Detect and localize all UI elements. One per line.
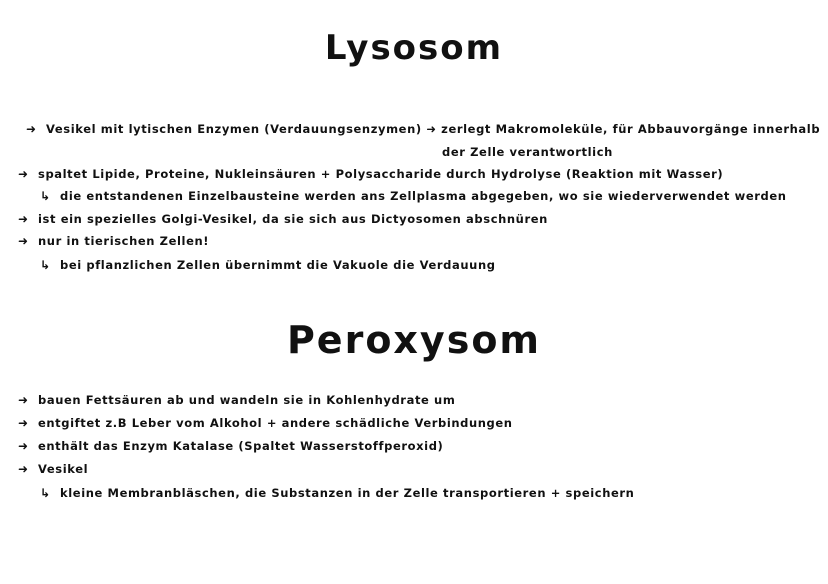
line-text: Vesikel mit lytischen Enzymen (Verdauungsenzymen) ➜ zerlegt Makromoleküle, für Abbauvorgänge innerhalb [46, 122, 821, 136]
lysosom-line-5 [18, 212, 548, 226]
line-text: die entstandenen Einzelbausteine werden ans Zellplasma abgegeben, wo sie wiederverwendet werden [60, 189, 787, 203]
arrow-icon: ➜ [18, 234, 29, 248]
line-text: nur in tierischen Zellen! [38, 234, 210, 248]
arrow-icon: ➜ [18, 416, 29, 430]
arrow-icon: ➜ [18, 393, 29, 407]
section-title-lysosom: Lysosom [324, 28, 504, 68]
sub-arrow-icon: ↳ [40, 486, 51, 500]
arrow-icon: ➜ [18, 439, 29, 453]
arrow-icon: ➜ [18, 212, 29, 226]
peroxysom-line-1 [18, 393, 455, 407]
line-text: Vesikel [38, 462, 89, 476]
peroxysom-line-5 [40, 486, 634, 500]
lysosom-line-4 [40, 189, 787, 203]
arrow-icon: ➜ [26, 122, 37, 136]
line-text: enthält das Enzym Katalase (Spaltet Wasserstoffperoxid) [38, 439, 444, 453]
sub-arrow-icon: ↳ [40, 189, 51, 203]
section-title-peroxysom: Peroxysom [286, 318, 542, 362]
line-text: bauen Fettsäuren ab und wandeln sie in Kohlenhydrate um [38, 393, 456, 407]
line-text: spaltet Lipide, Proteine, Nukleinsäuren + Polysaccharide durch Hydrolyse (Reaktion mit Wasser) [38, 167, 724, 181]
line-text: kleine Membranbläschen, die Substanzen in der Zelle transportieren + speichern [60, 486, 635, 500]
line-text: ist ein spezielles Golgi-Vesikel, da sie sich aus Dictyosomen abschnüren [38, 212, 548, 226]
peroxysom-line-2 [18, 416, 513, 430]
line-text: entgiftet z.B Leber vom Alkohol + andere schädliche Verbindungen [38, 416, 513, 430]
lysosom-line-1 [26, 122, 820, 136]
sub-arrow-icon: ↳ [40, 258, 51, 272]
lysosom-line-2 [442, 145, 613, 159]
line-text: bei pflanzlichen Zellen übernimmt die Vakuole die Verdauung [60, 258, 496, 272]
lysosom-line-7 [40, 258, 496, 272]
peroxysom-line-3 [18, 439, 443, 453]
arrow-icon: ➜ [18, 462, 29, 476]
peroxysom-line-4 [18, 462, 88, 476]
line-text: der Zelle verantwortlich [442, 145, 613, 159]
lysosom-line-6 [18, 234, 209, 248]
lysosom-line-3 [18, 167, 723, 181]
arrow-icon: ➜ [18, 167, 29, 181]
